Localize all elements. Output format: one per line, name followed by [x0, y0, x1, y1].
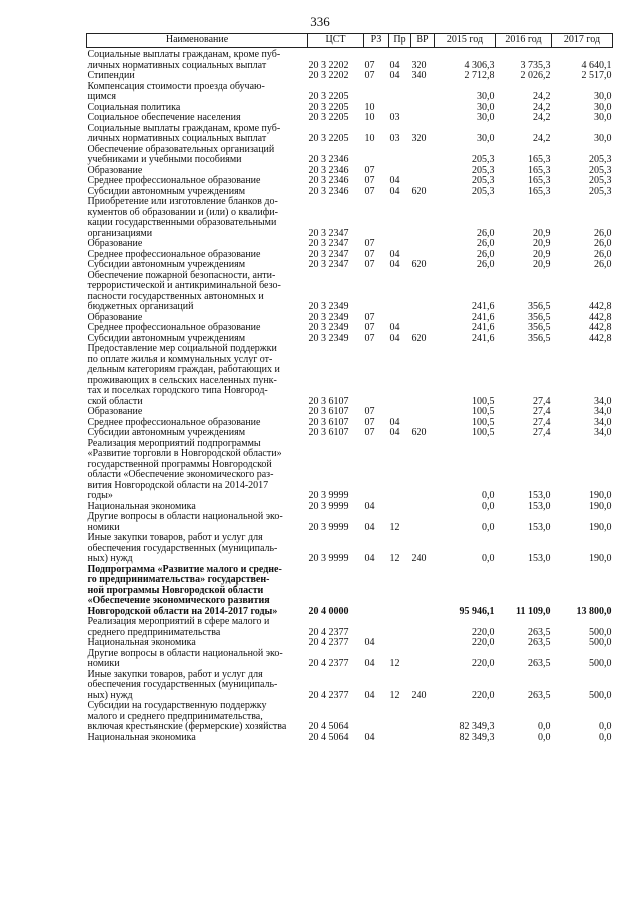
row-vr: 620	[411, 332, 427, 344]
row-name: Приобретение или изготовление бланков до- кументов об образовании и (или) о квалифи- кации государственными образовательными организациями	[87, 196, 278, 239]
row-vr	[411, 271, 435, 313]
row-value-2016: 153,0	[528, 553, 551, 564]
row-value-2016: 263,5	[528, 658, 551, 669]
row-name: Реализация мероприятий подпрограммы «Развитие торговли в Новгородской области» государственной программы Новгородской области «Обеспечение экономического раз- вития Новгородской области на 2014-2017 годы»	[87, 437, 282, 501]
row-value-2015: 26,0	[477, 227, 495, 239]
row-name: Обеспечение образовательных организаций учебниками и учебными пособиями	[87, 143, 275, 165]
row-value-2016: 263,5	[528, 637, 551, 648]
row-cst: 20 4 2377	[308, 626, 349, 638]
row-name: Образование	[87, 311, 143, 323]
row-value-2017: 30,0	[594, 112, 612, 123]
row-cst: 20 3 9999	[308, 521, 349, 533]
row-pr	[389, 344, 411, 407]
row-value-2015: 0,0	[482, 521, 495, 533]
row-name: Компенсация стоимости проезда обучаю- щимся	[87, 80, 265, 102]
row-vr	[411, 617, 435, 638]
row-cst: 20 3 2205	[308, 91, 349, 102]
row-value-2017: 442,8	[589, 322, 612, 333]
row-value-2017: 205,3	[589, 185, 612, 197]
table-row	[87, 145, 613, 166]
row-value-2016: 24,2	[533, 91, 551, 102]
row-cst: 20 3 6107	[308, 416, 349, 428]
row-value-2015: 30,0	[477, 101, 495, 113]
row-vr	[411, 176, 435, 187]
table-body	[87, 48, 613, 744]
row-name: Образование	[87, 238, 143, 249]
row-vr	[411, 701, 435, 733]
row-value-2015: 241,6	[472, 301, 495, 312]
row-value-2017: 34,0	[594, 395, 612, 407]
row-vr: 620	[411, 185, 427, 197]
row-value-2017: 30,0	[594, 133, 612, 144]
row-vr	[411, 407, 435, 418]
row-rz: 10	[364, 133, 375, 144]
row-value-2017: 442,8	[589, 311, 612, 323]
table-row	[87, 670, 613, 702]
row-rz: 10	[364, 112, 375, 123]
row-vr	[411, 197, 435, 239]
row-cst: 20 3 6107	[308, 427, 349, 438]
row-vr	[411, 733, 435, 744]
row-value-2017: 30,0	[594, 101, 612, 113]
row-cst: 20 3 2349	[308, 322, 349, 333]
row-pr: 03	[389, 112, 400, 123]
row-value-2017: 2 517,0	[581, 70, 612, 81]
row-vr	[411, 638, 435, 649]
row-rz: 07	[364, 259, 375, 270]
row-value-2015: 82 349,3	[459, 731, 495, 743]
row-vr	[411, 344, 435, 407]
row-rz: 07	[364, 332, 375, 344]
row-vr: 240	[411, 553, 427, 564]
row-cst: 20 3 9999	[308, 500, 349, 512]
row-name: Социальное обеспечение населения	[87, 112, 241, 123]
row-vr: 320	[411, 59, 427, 71]
row-value-2016: 27,4	[533, 427, 551, 438]
row-vr	[411, 565, 435, 618]
row-cst: 20 3 9999	[308, 490, 349, 501]
row-value-2015: 205,3	[472, 164, 495, 176]
row-value-2016: 0,0	[538, 731, 551, 743]
row-rz: 07	[364, 70, 375, 81]
row-cst: 20 4 5064	[308, 721, 349, 732]
row-rz: 07	[364, 59, 375, 71]
row-value-2016: 24,2	[533, 101, 551, 113]
row-name: Образование	[87, 164, 143, 176]
row-vr	[411, 323, 435, 334]
row-pr	[389, 617, 411, 638]
row-pr	[389, 271, 411, 313]
column-header-2016: 2016 год	[496, 34, 552, 48]
row-name: Социальные выплаты гражданам, кроме пуб- личных нормативных социальных выплат	[87, 49, 281, 71]
row-cst: 20 4 5064	[308, 731, 349, 743]
table-row	[87, 113, 613, 124]
row-rz: 07	[364, 238, 375, 249]
row-name: Национальная экономика	[87, 637, 196, 648]
row-value-2015: 241,6	[472, 322, 495, 333]
row-vr	[411, 512, 435, 533]
row-value-2017: 190,0	[589, 490, 612, 501]
row-name: Образование	[87, 406, 143, 417]
row-cst: 20 3 2205	[308, 133, 349, 144]
row-value-2016: 3 735,3	[520, 59, 551, 71]
row-name: Обеспечение пожарной безопасности, анти- террористической и антикриминальной безо- пасности государственных автономных и бюджетных организаций	[87, 269, 281, 312]
row-value-2017: 500,0	[589, 626, 612, 638]
row-value-2015: 26,0	[477, 238, 495, 249]
row-value-2015: 100,5	[472, 395, 495, 407]
row-value-2015: 26,0	[477, 248, 495, 260]
row-value-2015: 100,5	[472, 427, 495, 438]
column-header-pr: Пр	[389, 34, 411, 48]
row-pr	[389, 239, 411, 250]
row-cst: 20 3 2347	[308, 259, 349, 270]
table-row	[87, 701, 613, 733]
row-name: Подпрограмма «Развитие малого и средне- го предпринимательства» государствен- ной программы Новгородской области «Обеспечение экономического развития Новгородской области на 2014-2017 годы»	[87, 563, 282, 617]
table-header-row	[87, 34, 613, 48]
row-value-2017: 205,3	[589, 175, 612, 186]
row-name: Иные закупки товаров, работ и услуг для обеспечения государственных (муниципаль- ных) нужд	[87, 532, 278, 564]
row-value-2015: 30,0	[477, 133, 495, 144]
row-value-2017: 26,0	[594, 238, 612, 249]
row-value-2015: 220,0	[472, 658, 495, 669]
row-rz: 10	[364, 101, 375, 113]
row-value-2017: 442,8	[589, 332, 612, 344]
row-cst: 20 3 2202	[308, 70, 349, 81]
row-name: Другие вопросы в области национальной эко- номики	[87, 511, 283, 533]
row-rz	[364, 439, 389, 502]
row-name: Реализация мероприятий в сфере малого и среднего предпринимательства	[87, 616, 270, 638]
row-vr	[411, 239, 435, 250]
row-value-2015: 0,0	[482, 553, 495, 564]
table-row	[87, 439, 613, 502]
row-value-2016: 165,3	[528, 185, 551, 197]
table-row	[87, 239, 613, 250]
row-value-2015: 95 946,1	[459, 605, 495, 617]
row-value-2015: 0,0	[482, 490, 495, 501]
row-value-2017: 13 800,0	[576, 605, 612, 617]
row-rz: 07	[364, 311, 375, 323]
row-pr	[389, 638, 411, 649]
row-cst: 20 4 2377	[308, 689, 349, 701]
row-rz: 07	[364, 185, 375, 197]
row-pr: 04	[389, 259, 400, 270]
row-rz: 07	[364, 175, 375, 186]
row-vr: 620	[411, 259, 427, 270]
row-value-2016: 356,5	[528, 301, 551, 312]
row-value-2017: 26,0	[594, 227, 612, 239]
row-rz	[364, 271, 389, 313]
row-pr	[389, 82, 411, 103]
row-pr: 04	[389, 427, 400, 438]
row-pr: 12	[389, 553, 400, 564]
budget-table	[86, 33, 613, 743]
column-header-vr: ВР	[411, 34, 435, 48]
row-value-2017: 190,0	[589, 521, 612, 533]
row-value-2015: 26,0	[477, 259, 495, 270]
row-value-2015: 0,0	[482, 500, 495, 512]
row-rz: 07	[364, 427, 375, 438]
column-header-name: Наименование	[87, 34, 308, 48]
row-rz	[364, 197, 389, 239]
row-cst: 20 3 2347	[308, 227, 349, 239]
column-header-cst: ЦСТ	[308, 34, 364, 48]
row-vr	[411, 313, 435, 324]
row-value-2016: 153,0	[528, 500, 551, 512]
row-value-2015: 241,6	[472, 332, 495, 344]
row-value-2017: 0,0	[599, 731, 612, 743]
row-pr: 03	[389, 133, 400, 144]
row-value-2015: 82 349,3	[459, 721, 495, 732]
row-value-2016: 263,5	[528, 689, 551, 701]
row-vr	[411, 439, 435, 502]
row-value-2017: 26,0	[594, 259, 612, 270]
row-cst: 20 3 2346	[308, 164, 349, 176]
row-value-2017: 205,3	[589, 154, 612, 165]
row-rz	[364, 617, 389, 638]
row-vr: 240	[411, 689, 427, 701]
row-cst: 20 3 2202	[308, 59, 349, 71]
table-row	[87, 638, 613, 649]
row-value-2016: 2 026,2	[520, 70, 551, 81]
row-value-2016: 165,3	[528, 154, 551, 165]
row-pr	[389, 733, 411, 744]
row-pr: 04	[389, 175, 400, 186]
row-rz: 04	[364, 637, 375, 648]
row-name: Предоставление мер социальной поддержки по оплате жилья и коммунальных услуг от- дельным категориям граждан, работающих и проживающих в сельских населенных пунк- тах и поселках городского типа Новгород- ской области	[87, 343, 280, 407]
row-rz: 07	[364, 406, 375, 417]
row-name: Среднее профессиональное образование	[87, 248, 261, 260]
row-vr: 620	[411, 427, 427, 438]
row-name: Субсидии автономным учреждениям	[87, 332, 246, 344]
row-pr	[389, 145, 411, 166]
row-cst: 20 3 2349	[308, 301, 349, 312]
row-name: Среднее профессиональное образование	[87, 322, 261, 333]
row-vr: 340	[411, 70, 427, 81]
row-rz: 04	[364, 521, 375, 533]
row-value-2016: 153,0	[528, 521, 551, 533]
row-value-2017: 190,0	[589, 500, 612, 512]
row-value-2016: 20,9	[533, 227, 551, 239]
column-header-rz: РЗ	[364, 34, 389, 48]
row-name: Субсидии автономным учреждениям	[87, 427, 246, 438]
row-name: Национальная экономика	[87, 500, 196, 512]
row-name: Субсидии на государственную поддержку малого и среднего предпринимательства, включая крестьянские (фермерские) хозяйства	[87, 700, 287, 732]
table-row	[87, 48, 613, 72]
row-pr: 12	[389, 521, 400, 533]
row-value-2015: 100,5	[472, 406, 495, 417]
row-pr: 04	[389, 185, 400, 197]
row-cst: 20 3 2349	[308, 311, 349, 323]
row-value-2016: 20,9	[533, 238, 551, 249]
row-cst: 20 4 0000	[308, 605, 349, 617]
row-value-2016: 24,2	[533, 112, 551, 123]
row-value-2016: 24,2	[533, 133, 551, 144]
row-pr: 12	[389, 689, 400, 701]
row-rz: 04	[364, 658, 375, 669]
row-vr	[411, 103, 435, 114]
row-cst: 20 3 2347	[308, 248, 349, 260]
row-value-2017: 4 640,1	[581, 59, 612, 71]
table-row	[87, 344, 613, 407]
row-value-2017: 34,0	[594, 427, 612, 438]
row-name: Стипендии	[87, 70, 135, 81]
row-value-2016: 0,0	[538, 721, 551, 732]
row-name: Национальная экономика	[87, 731, 196, 743]
row-value-2017: 442,8	[589, 301, 612, 312]
row-cst: 20 3 2346	[308, 185, 349, 197]
table-row	[87, 323, 613, 334]
row-value-2016: 356,5	[528, 322, 551, 333]
row-value-2015: 220,0	[472, 637, 495, 648]
row-value-2017: 205,3	[589, 164, 612, 176]
row-value-2016: 165,3	[528, 175, 551, 186]
table-row	[87, 617, 613, 638]
row-cst: 20 4 2377	[308, 658, 349, 669]
row-cst: 20 3 6107	[308, 406, 349, 417]
row-value-2016: 356,5	[528, 311, 551, 323]
row-rz	[364, 565, 389, 618]
table-row	[87, 512, 613, 533]
table-row	[87, 260, 613, 271]
row-name: Среднее профессиональное образование	[87, 175, 261, 186]
row-cst: 20 3 2346	[308, 175, 349, 186]
row-name: Социальная политика	[87, 101, 181, 113]
row-vr	[411, 145, 435, 166]
row-pr	[389, 701, 411, 733]
row-vr	[411, 649, 435, 670]
row-value-2015: 205,3	[472, 154, 495, 165]
row-value-2015: 220,0	[472, 626, 495, 638]
row-vr	[411, 113, 435, 124]
row-value-2017: 190,0	[589, 553, 612, 564]
row-pr: 04	[389, 332, 400, 344]
row-value-2016: 20,9	[533, 248, 551, 260]
row-value-2015: 100,5	[472, 416, 495, 428]
row-rz	[364, 701, 389, 733]
row-cst: 20 4 2377	[308, 637, 349, 648]
row-value-2015: 220,0	[472, 689, 495, 701]
row-pr: 04	[389, 70, 400, 81]
row-value-2016: 27,4	[533, 395, 551, 407]
page-number: 336	[310, 14, 330, 29]
table-row	[87, 649, 613, 670]
row-value-2015: 2 712,8	[464, 70, 495, 81]
table-row	[87, 733, 613, 744]
row-value-2017: 500,0	[589, 658, 612, 669]
row-name: Другие вопросы в области национальной эко- номики	[87, 647, 283, 669]
row-name: Среднее профессиональное образование	[87, 416, 261, 428]
row-pr: 04	[389, 248, 400, 260]
row-rz: 07	[364, 248, 375, 260]
row-value-2016: 153,0	[528, 490, 551, 501]
row-cst: 20 3 2346	[308, 154, 349, 165]
row-pr: 04	[389, 322, 400, 333]
row-value-2015: 205,3	[472, 175, 495, 186]
row-rz: 04	[364, 553, 375, 564]
table-row	[87, 124, 613, 145]
row-value-2015: 205,3	[472, 185, 495, 197]
row-value-2017: 34,0	[594, 416, 612, 428]
table-row	[87, 271, 613, 313]
row-pr	[389, 565, 411, 618]
table-row	[87, 565, 613, 618]
row-rz	[364, 344, 389, 407]
row-rz: 04	[364, 500, 375, 512]
row-pr: 04	[389, 416, 400, 428]
row-rz	[364, 145, 389, 166]
row-name: Иные закупки товаров, работ и услуг для обеспечения государственных (муниципаль- ных) нужд	[87, 668, 278, 701]
row-rz: 07	[364, 416, 375, 428]
column-header-2017: 2017 год	[552, 34, 613, 48]
row-cst: 20 3 2349	[308, 332, 349, 344]
row-value-2017: 34,0	[594, 406, 612, 417]
row-vr	[411, 502, 435, 513]
row-rz: 07	[364, 322, 375, 333]
table-row	[87, 71, 613, 82]
row-value-2017: 26,0	[594, 248, 612, 260]
row-cst: 20 3 2205	[308, 112, 349, 123]
row-value-2016: 11 109,0	[516, 605, 551, 617]
row-pr: 04	[389, 59, 400, 71]
row-name: Субсидии автономным учреждениям	[87, 259, 246, 270]
row-cst: 20 3 9999	[308, 553, 349, 564]
row-rz: 04	[364, 731, 375, 743]
row-pr	[389, 407, 411, 418]
table-row	[87, 82, 613, 103]
row-pr	[389, 197, 411, 239]
row-value-2016: 165,3	[528, 164, 551, 176]
row-name: Социальные выплаты гражданам, кроме пуб- личных нормативных социальных выплат	[87, 122, 281, 144]
column-header-2015: 2015 год	[435, 34, 496, 48]
row-cst: 20 3 2205	[308, 101, 349, 113]
row-rz: 04	[364, 689, 375, 701]
table-row	[87, 407, 613, 418]
table-row	[87, 533, 613, 565]
row-vr	[411, 82, 435, 103]
row-rz	[364, 82, 389, 103]
table-row	[87, 176, 613, 187]
row-value-2017: 0,0	[599, 721, 612, 732]
row-value-2015: 30,0	[477, 112, 495, 123]
row-value-2017: 30,0	[594, 91, 612, 102]
row-value-2016: 20,9	[533, 259, 551, 270]
row-value-2015: 30,0	[477, 91, 495, 102]
table-row	[87, 197, 613, 239]
row-value-2016: 27,4	[533, 406, 551, 417]
row-vr: 320	[411, 133, 427, 144]
row-value-2016: 27,4	[533, 416, 551, 428]
row-value-2017: 500,0	[589, 689, 612, 701]
row-value-2016: 263,5	[528, 626, 551, 638]
table-row	[87, 428, 613, 439]
row-cst: 20 3 2347	[308, 238, 349, 249]
row-pr: 12	[389, 658, 400, 669]
row-value-2015: 241,6	[472, 311, 495, 323]
row-pr	[389, 502, 411, 513]
row-rz: 07	[364, 164, 375, 176]
row-value-2015: 4 306,3	[464, 59, 495, 71]
row-name: Субсидии автономным учреждениям	[87, 185, 246, 197]
row-value-2017: 500,0	[589, 637, 612, 648]
row-vr	[411, 166, 435, 177]
row-cst: 20 3 6107	[308, 395, 349, 407]
row-pr	[389, 439, 411, 502]
row-value-2016: 356,5	[528, 332, 551, 344]
